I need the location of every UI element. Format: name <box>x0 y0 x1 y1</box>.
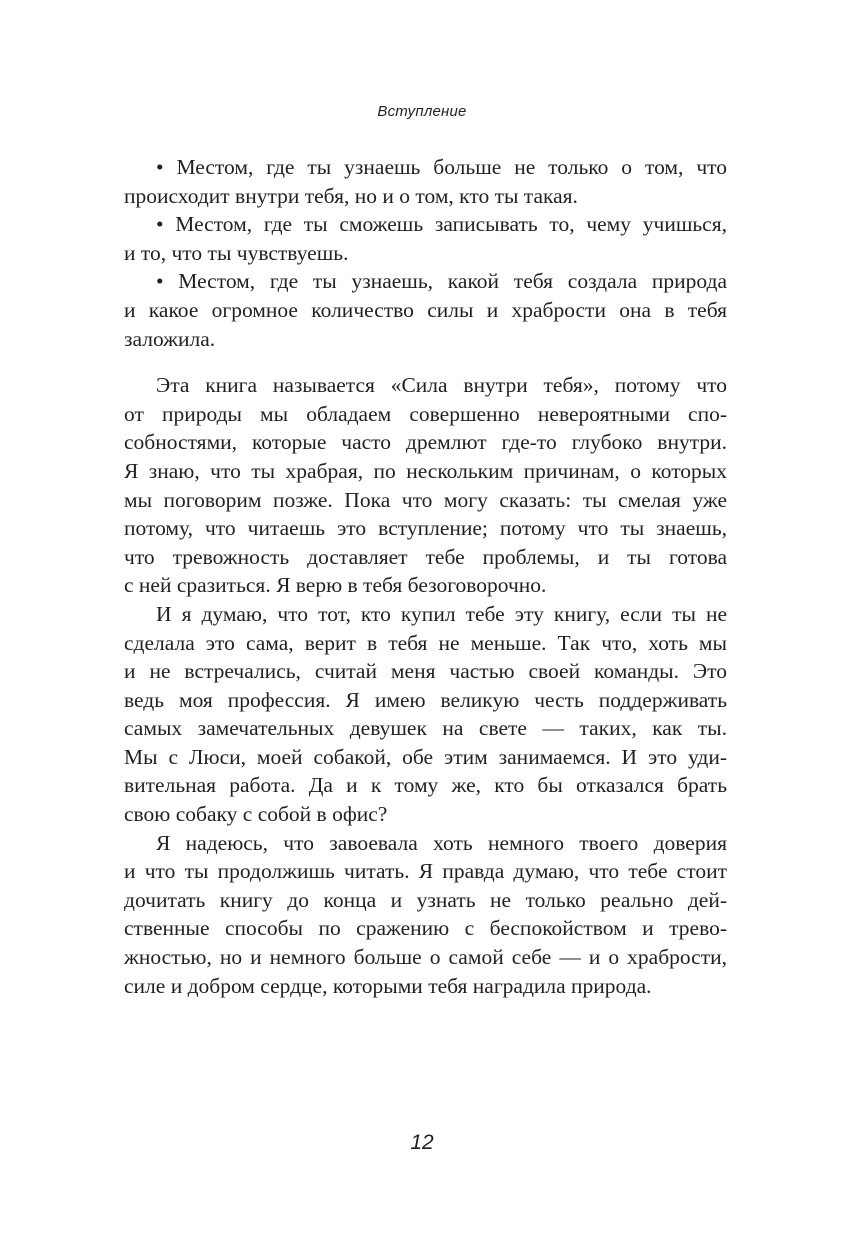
text-line: самых замечательных девушек на свете — таких, как ты. <box>124 716 727 741</box>
text-line: что тревожность доставляет тебе проблемы, и ты готова <box>124 544 727 569</box>
section-gap <box>124 353 727 371</box>
text-line: свою собаку с собой в офис? <box>124 802 388 827</box>
page-number: 12 <box>410 1131 434 1154</box>
text-line: Я надеюсь, что завоевала хоть немного твоего доверия <box>156 830 727 855</box>
bullet-item <box>124 153 727 210</box>
text-line: И я думаю, что тот, кто купил тебе эту книгу, если ты не <box>156 601 727 626</box>
paragraph <box>124 371 727 600</box>
text-line: • Местом, где ты узнаешь, какой тебя создала природа <box>156 269 727 294</box>
paragraph <box>124 829 727 1001</box>
text-line: Эта книга называется «Сила внутри тебя», потому что <box>156 373 727 398</box>
text-line: и какое огромное количество силы и храбрости она в тебя <box>124 297 727 322</box>
text-line: • Местом, где ты сможешь записывать то, чему учишься, <box>156 212 727 237</box>
text-line: происходит внутри тебя, но и о том, кто ты такая. <box>124 183 578 208</box>
text-line: силе и добром сердце, которыми тебя наградила природа. <box>124 973 652 998</box>
text-line: и не встречались, считай меня частью своей команды. Это <box>124 659 727 684</box>
running-head-title: Вступление <box>377 103 467 120</box>
text-line: Мы с Люси, моей собакой, обе этим занимаемся. И это уди- <box>124 744 727 769</box>
text-line: собностями, которые часто дремлют где-то глубоко внутри. <box>124 430 727 455</box>
bullet-item <box>124 210 727 267</box>
text-line: с ней сразиться. Я верю в тебя безоговорочно. <box>124 573 547 598</box>
text-line: ственные способы по сражению с беспокойством и трево- <box>124 916 727 941</box>
text-line: и что ты продолжишь читать. Я правда думаю, что тебе стоит <box>124 859 727 884</box>
paragraph <box>124 600 727 829</box>
text-line: вительная работа. Да и к тому же, кто бы отказался брать <box>124 773 727 798</box>
text-line: сделала это сама, верит в тебя не меньше. Так что, хоть мы <box>124 630 727 655</box>
text-line: потому, что читаешь это вступление; потому что ты знаешь, <box>124 516 727 541</box>
bullet-item <box>124 267 727 353</box>
text-line: мы поговорим позже. Пока что могу сказать: ты смелая уже <box>124 487 727 512</box>
text-line: от природы мы обладаем совершенно невероятными спо- <box>124 401 727 426</box>
text-line: • Местом, где ты узнаешь больше не только о том, что <box>156 155 727 179</box>
page-body <box>124 153 727 1000</box>
text-line: жностью, но и немного больше о самой себе — и о храбрости, <box>124 945 727 970</box>
text-line: и то, что ты чувствуешь. <box>124 240 349 265</box>
text-line: дочитать книгу до конца и узнать не только реально дей- <box>124 887 727 912</box>
text-line: ведь моя профессия. Я имею великую честь поддерживать <box>124 687 727 712</box>
text-line: Я знаю, что ты храбрая, по нескольким причинам, о которых <box>124 458 727 483</box>
text-line: заложила. <box>124 326 216 351</box>
